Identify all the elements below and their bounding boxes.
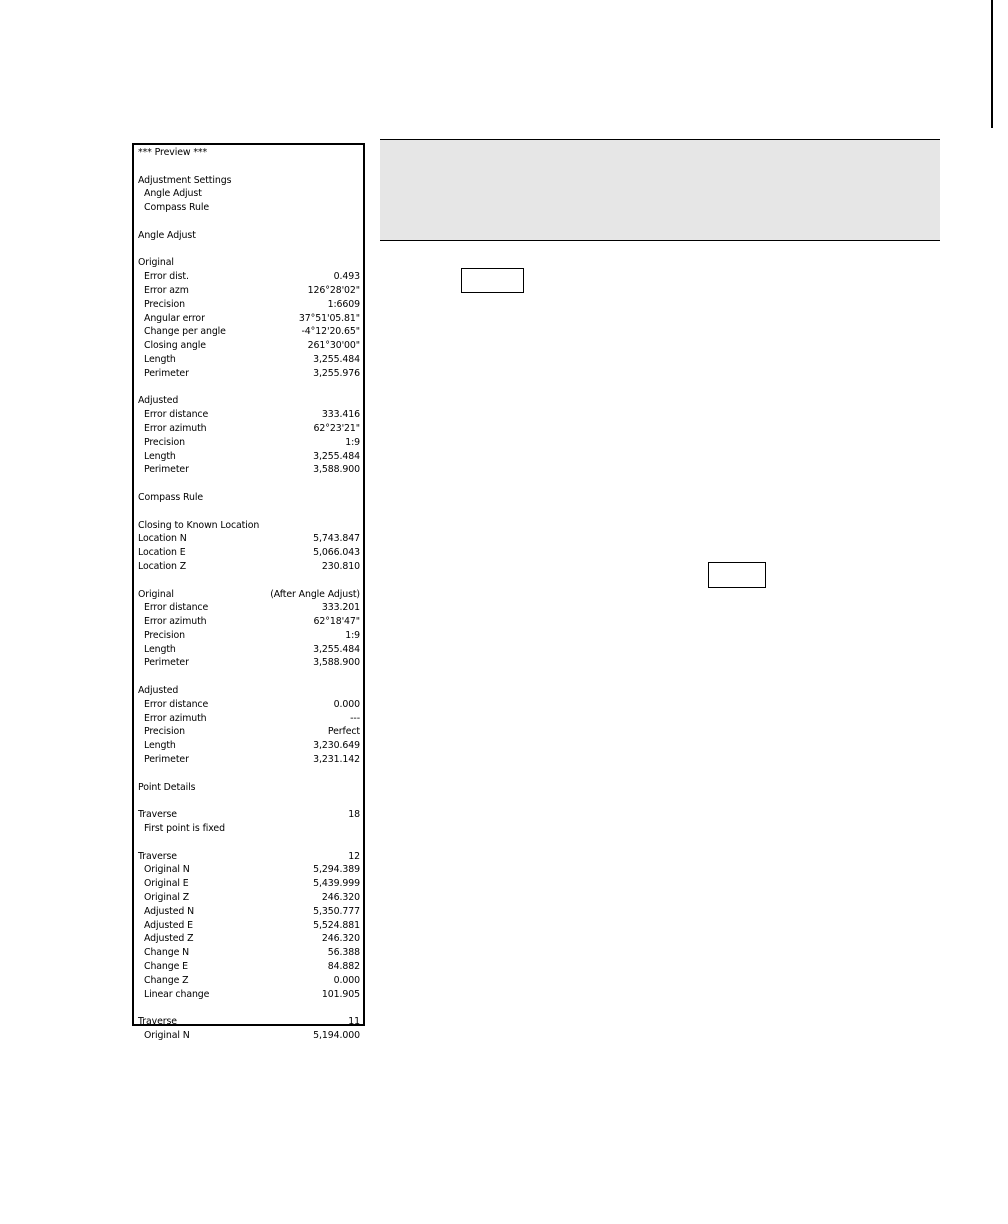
preview-row-label: Precision [144,298,185,310]
preview-row-value: 333.201 [321,602,360,614]
preview-row [138,712,360,726]
preview-row-label: Angle Adjust [138,229,196,241]
preview-row-label: Adjusted N [144,905,195,917]
preview-content [134,145,363,1043]
preview-row [138,615,360,629]
preview-row [138,725,360,739]
preview-row-label: First point is fixed [144,823,225,835]
preview-row [138,863,360,877]
preview-row [138,450,360,464]
preview-row [138,643,360,657]
preview-row-label: Error distance [144,602,209,614]
preview-row [138,519,360,533]
preview-row [138,891,360,905]
preview-row-label: Length [144,450,176,462]
preview-row [138,588,360,602]
preview-row [138,463,360,477]
preview-row-label: Closing angle [144,340,206,352]
preview-row-label: Angle Adjust [144,188,202,200]
preview-row-label: Closing to Known Location [138,519,260,531]
preview-row [138,988,360,1002]
preview-row-value: 3,255.976 [313,367,360,379]
preview-row-value: --- [350,712,360,724]
preview-row-label: Compass Rule [138,491,204,503]
preview-row-value: 3,255.484 [313,353,360,365]
preview-row [138,808,360,822]
preview-row-label: Precision [144,436,185,448]
preview-row-value: 246.320 [321,933,360,945]
preview-row-value: 5,350.777 [313,905,360,917]
preview-row-label: Location E [138,547,186,559]
preview-row [138,684,360,698]
preview-row [138,256,360,270]
preview-row [138,229,360,243]
preview-row [138,1015,360,1029]
preview-row [138,312,360,326]
preview-row [138,353,360,367]
preview-row-value: 3,255.484 [313,450,360,462]
preview-row-value: (After Angle Adjust) [270,588,360,600]
preview-row-label: Adjusted [138,685,179,697]
preview-row [138,946,360,960]
preview-row [138,284,360,298]
preview-row [138,753,360,767]
preview-row-label: Precision [144,726,185,738]
preview-row-label: Perimeter [144,464,189,476]
preview-row-label: Point Details [138,781,196,793]
preview-row-value: 62°18'47" [313,616,360,628]
preview-row [138,546,360,560]
preview-rows [138,174,360,1043]
preview-row-label: Error azimuth [144,422,207,434]
preview-row-label: Linear change [144,988,210,1000]
preview-row [138,1029,360,1043]
preview-row-value: 3,588.900 [313,657,360,669]
preview-row-label: Adjusted Z [144,933,194,945]
preview-row [138,270,360,284]
preview-row-label: Change per angle [144,326,226,338]
preview-row-value: 126°28'02" [307,284,360,296]
preview-row-label: Angular error [144,312,205,324]
preview-row-value: 3,588.900 [313,464,360,476]
preview-row-label: Error distance [144,409,209,421]
preview-row-value: 3,230.649 [313,740,360,752]
preview-row-value: 261°30'00" [307,340,360,352]
preview-row [138,698,360,712]
preview-row-label: Original N [144,1030,190,1041]
preview-row [138,560,360,574]
preview-row [138,781,360,795]
preview-row-value: 0.000 [333,974,360,986]
preview-row [138,919,360,933]
preview-row-value: 0.493 [333,271,360,283]
preview-row [138,974,360,988]
preview-row [138,394,360,408]
preview-row-value: 18 [348,809,360,821]
preview-row-value: 5,743.847 [313,533,360,545]
button-graphic [461,268,524,293]
preview-row-label: Adjusted [138,395,179,407]
preview-row [138,422,360,436]
preview-row-value: 5,524.881 [313,919,360,931]
preview-row-value: 62°23'21" [313,422,360,434]
preview-row [138,187,360,201]
preview-row-label: Change Z [144,974,189,986]
preview-row [138,367,360,381]
preview-row [138,174,360,188]
preview-row-value: 5,294.389 [313,864,360,876]
preview-title-row [138,146,360,160]
preview-row-label: Error azimuth [144,616,207,628]
preview-row [138,629,360,643]
preview-row [138,850,360,864]
preview-row [138,932,360,946]
preview-row [138,408,360,422]
preview-row-value: -4°12'20.65" [301,326,360,338]
preview-row-value: 230.810 [321,560,360,572]
preview-row [138,822,360,836]
preview-row-label: Traverse [138,850,177,862]
preview-row [138,325,360,339]
preview-row-label: Error azm [144,284,189,296]
button-graphic [708,562,766,588]
preview-row-label: Original Z [144,892,190,904]
preview-row-label: Perimeter [144,657,189,669]
preview-row-label: Length [144,740,176,752]
preview-row-label: Perimeter [144,754,189,766]
preview-row [138,436,360,450]
preview-row-label: Length [144,643,176,655]
preview-title: *** Preview *** [138,147,208,158]
preview-row [138,960,360,974]
preview-row-value: 333.416 [321,409,360,421]
preview-row [138,739,360,753]
preview-row [138,877,360,891]
preview-row [138,491,360,505]
preview-row-label: Original [138,257,174,269]
preview-row-value: 5,066.043 [313,547,360,559]
preview-row [138,905,360,919]
preview-row [138,339,360,353]
preview-row-label: Change N [144,947,190,959]
preview-row-value: 12 [348,850,360,862]
preview-row [138,656,360,670]
preview-row-value: 5,439.999 [313,878,360,890]
preview-row-value: 84.882 [327,961,360,973]
preview-row-label: Original E [144,878,189,890]
preview-row-value: Perfect [327,726,360,738]
preview-row [138,298,360,312]
preview-row-label: Location N [138,533,187,545]
preview-row-value: 3,231.142 [313,754,360,766]
preview-row-label: Original N [144,864,190,876]
preview-row-label: Error distance [144,698,209,710]
preview-row-value: 0.000 [333,698,360,710]
preview-row-value: 1:9 [345,436,360,448]
note-callout-box [380,139,940,241]
preview-row-label: Change E [144,961,188,973]
preview-row-value: 246.320 [321,892,360,904]
preview-row-label: Precision [144,629,185,641]
preview-row-label: Traverse [138,809,177,821]
page-edge-rule [991,0,993,128]
preview-row-label: Adjusted E [144,919,193,931]
preview-row-label: Compass Rule [144,202,210,214]
preview-row-label: Traverse [138,1016,177,1028]
preview-row [138,532,360,546]
preview-row-label: Perimeter [144,367,189,379]
preview-row-value: 56.388 [327,947,360,959]
preview-row-label: Length [144,353,176,365]
preview-row-value: 11 [348,1016,360,1028]
preview-panel[interactable] [132,143,365,1041]
preview-row-label: Original [138,588,174,600]
preview-row-value: 37°51'05.81" [298,312,360,324]
preview-row-value: 5,194.000 [313,1030,360,1041]
preview-row [138,601,360,615]
preview-row-value: 1:9 [345,629,360,641]
preview-row-label: Error azimuth [144,712,207,724]
preview-row-label: Location Z [138,560,187,572]
preview-row-value: 101.905 [321,988,360,1000]
preview-row [138,201,360,215]
preview-row-value: 3,255.484 [313,643,360,655]
preview-row-label: Adjustment Settings [138,174,232,186]
preview-row-value: 1:6609 [327,298,360,310]
preview-row-label: Error dist. [144,271,189,283]
